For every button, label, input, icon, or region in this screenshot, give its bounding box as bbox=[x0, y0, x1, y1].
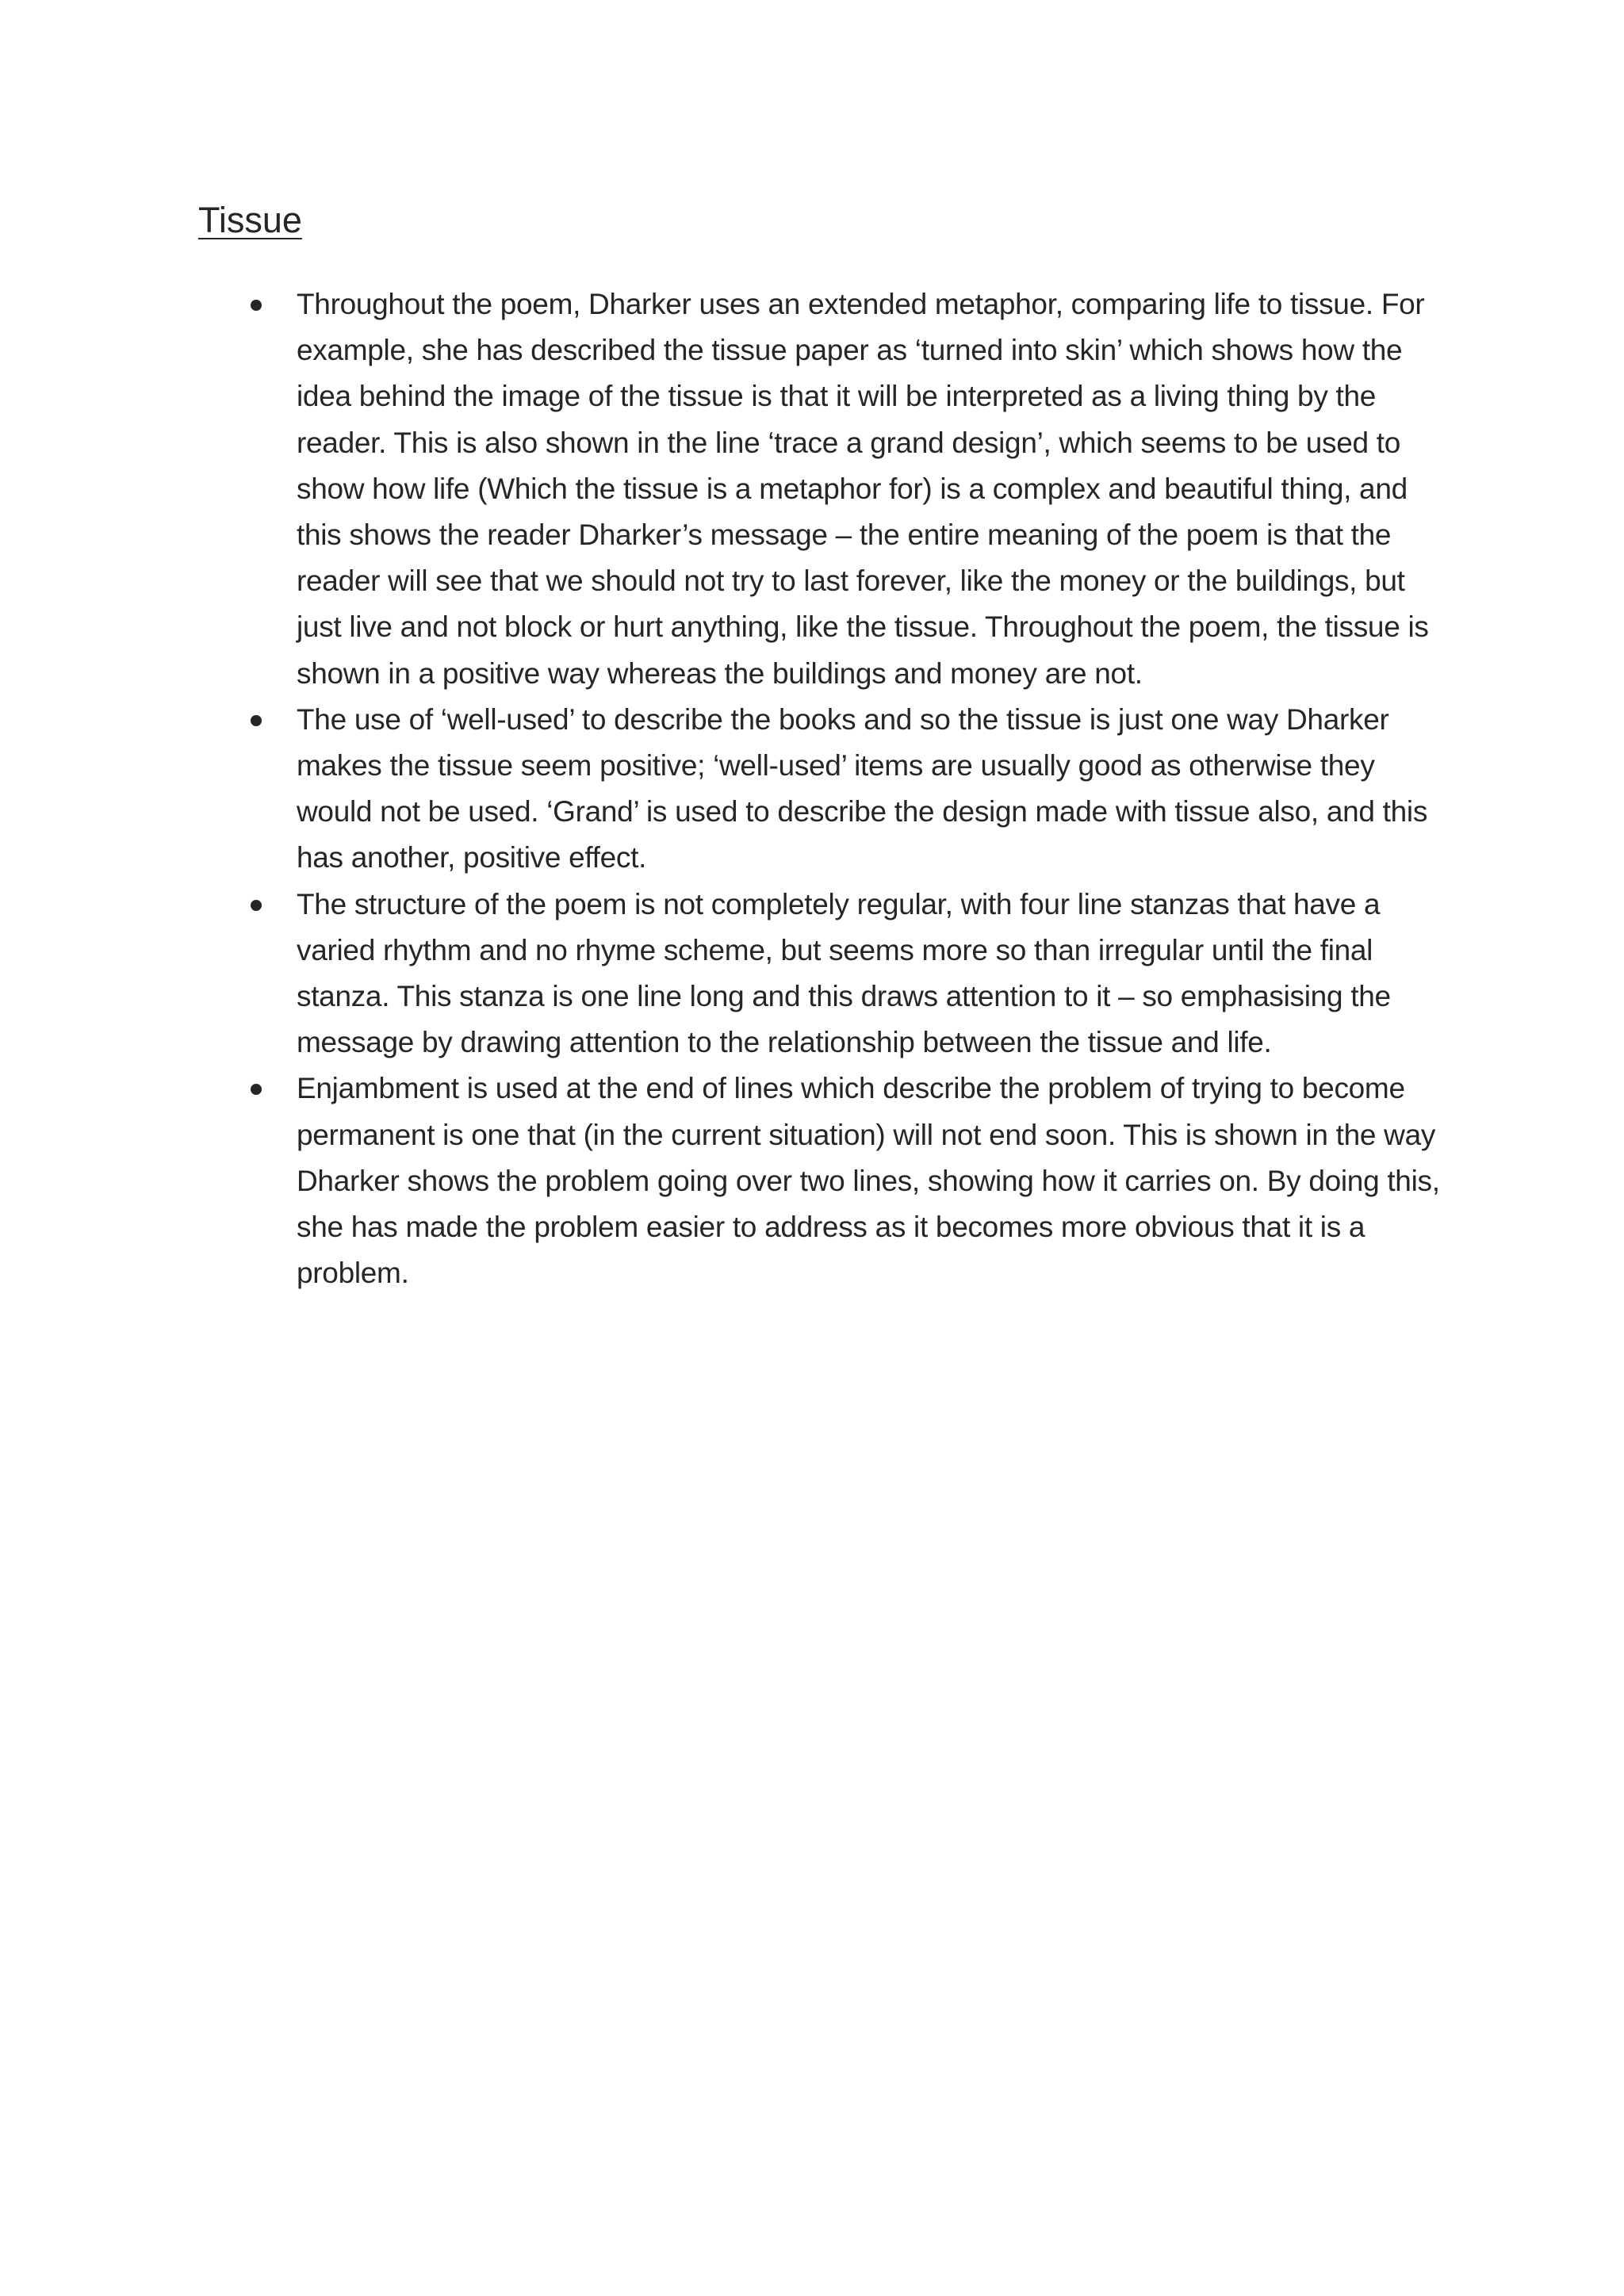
bullet-text: Throughout the poem, Dharker uses an extended metaphor, comparing life to tissue. For example, she has described the tissue paper as ‘turned into skin’ which shows how the idea behind the image of the tissue is that it will be interpreted as a living thing by the reader. This is also shown in the line ‘trace a grand design’, which seems to be used to show how life (Which the tissue is a metaphor for) is a complex and beautiful thing, and this shows the reader Dharker’s message – the entire meaning of the poem is that the reader will see that we should not try to last forever, like the money or the buildings, but just live and not block or hurt anything, like the tissue. Throughout the poem, the tissue is shown in a positive way whereas the buildings and money are not. bbox=[297, 288, 1429, 690]
bullet-list bbox=[198, 281, 1451, 1296]
bullet-item bbox=[198, 697, 1451, 882]
bullet-text: The use of ‘well-used’ to describe the books and so the tissue is just one way Dharker makes the tissue seem positive; ‘well-used’ items are usually good as otherwise they would not be used. ‘Grand’ is used to describe the design made with tissue also, and this has another, positive effect. bbox=[297, 702, 1428, 874]
bullet-dot-icon bbox=[251, 715, 262, 726]
bullet-dot-icon bbox=[251, 1084, 262, 1095]
bullet-dot-icon bbox=[251, 300, 262, 311]
bullet-item bbox=[198, 281, 1451, 697]
bullet-text: Enjambment is used at the end of lines which describe the problem of trying to become permanent is one that (in the current situation) will not end soon. This is shown in the way Dharker shows the problem going over two lines, showing how it carries on. By doing this, she has made the problem easier to address as it becomes more obvious that it is a problem. bbox=[297, 1072, 1440, 1290]
page-title: Tissue bbox=[198, 200, 302, 240]
bullet-item bbox=[198, 1066, 1451, 1296]
bullet-item bbox=[198, 882, 1451, 1066]
bullet-text: The structure of the poem is not completely regular, with four line stanzas that have a varied rhythm and no rhyme scheme, but seems more so than irregular until the final stanza. This stanza is one line long and this draws attention to it – so emphasising the message by drawing attention to the relationship between the tissue and life. bbox=[297, 887, 1391, 1059]
bullet-dot-icon bbox=[251, 900, 262, 911]
